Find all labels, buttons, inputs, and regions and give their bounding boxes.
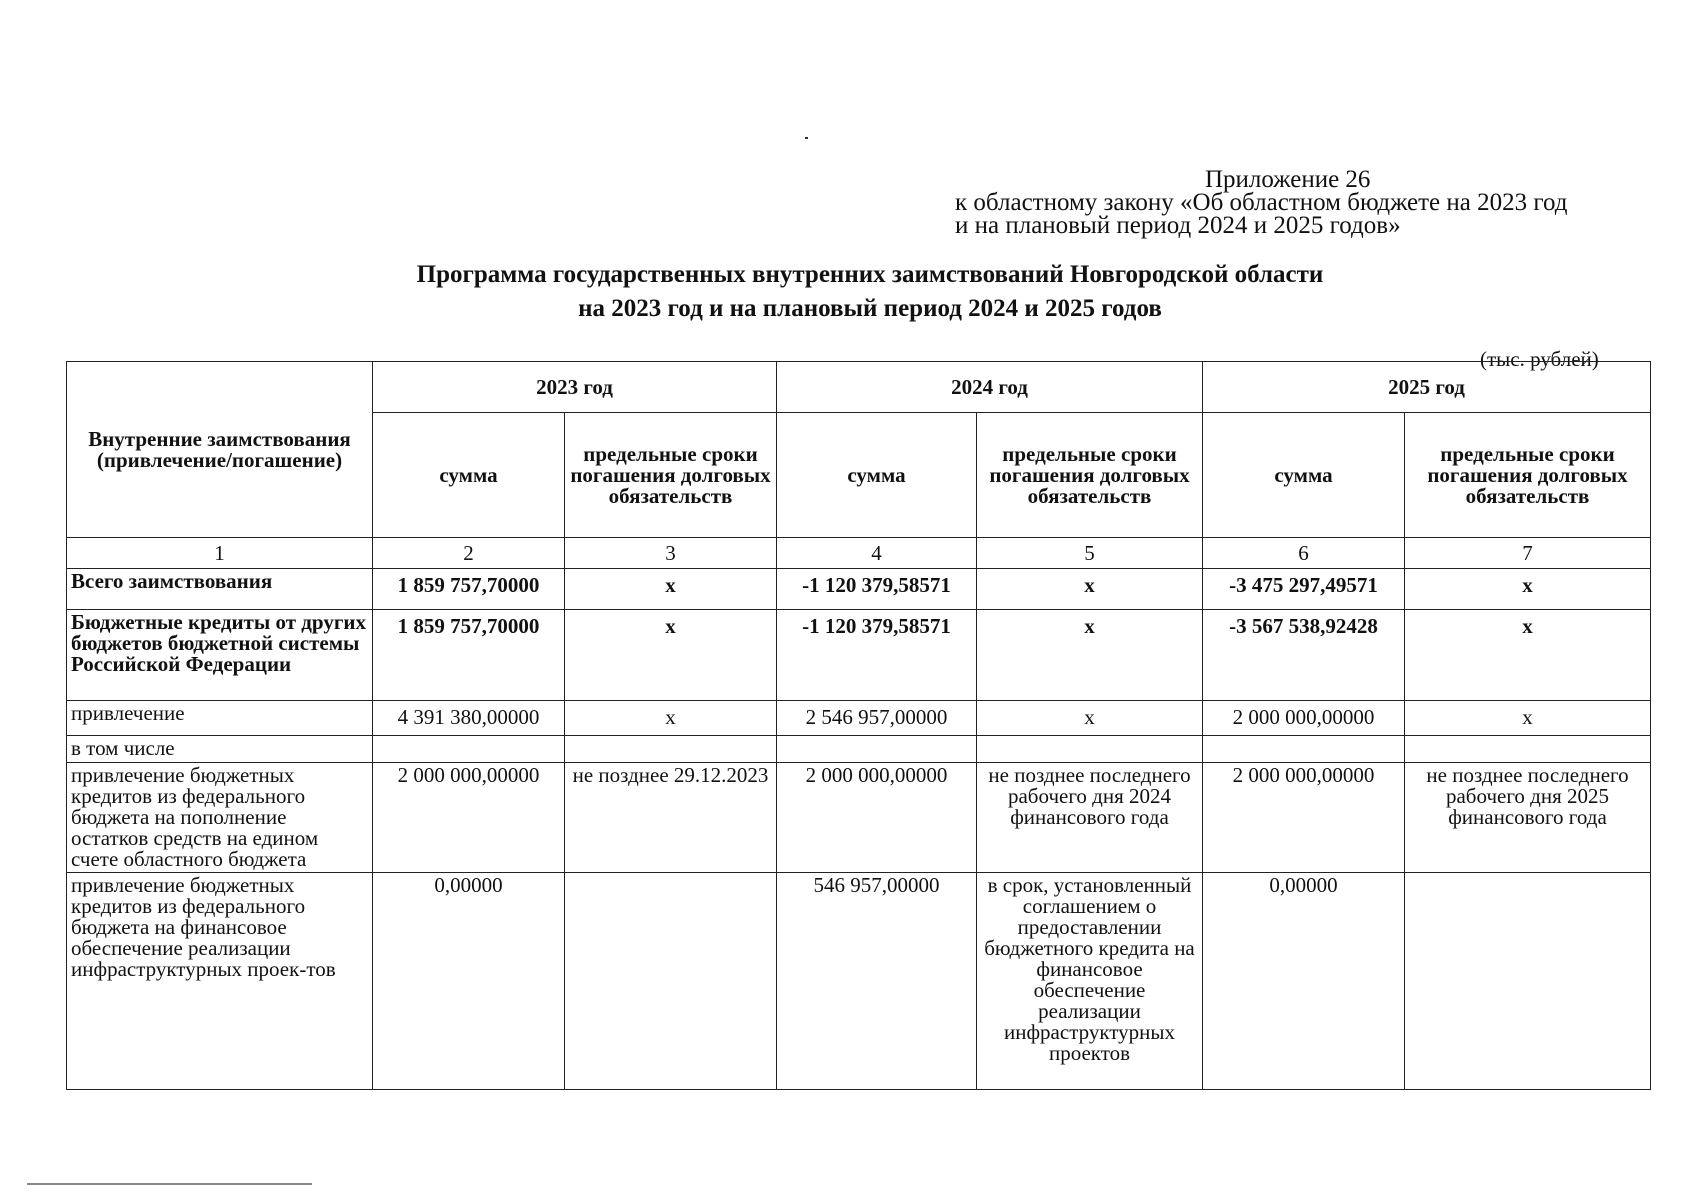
sum-2023: 2 000 000,00000 xyxy=(373,763,565,873)
document-title-line2: на 2023 год и на плановый период 2024 и 2025 годов xyxy=(578,295,1162,322)
term-2024: x xyxy=(977,701,1203,736)
header-term-2023: предельные сроки погашения долговых обязательств xyxy=(565,413,777,538)
appendix-header xyxy=(955,168,1675,237)
appendix-law-period: и на плановый период 2024 и 2025 годов» xyxy=(955,212,1401,239)
term-2025 xyxy=(1405,736,1651,763)
header-borrowings: Внутренние заимствования (привлечение/погашение) xyxy=(67,362,373,538)
table-row-attraction xyxy=(67,701,1651,736)
column-number: 2 xyxy=(373,538,565,569)
table-row-federal-credits-infrastructure xyxy=(67,873,1651,1090)
sum-2023: 4 391 380,00000 xyxy=(373,701,565,736)
row-label: привлечение бюджетных кредитов из федерального бюджета на финансовое обеспечение реализации инфраструктурных проек-тов xyxy=(67,873,373,1090)
sum-2023: 1 859 757,70000 xyxy=(373,610,565,701)
column-number: 4 xyxy=(777,538,977,569)
header-sum-2023: сумма xyxy=(373,413,565,538)
table-row-federal-credits-balance xyxy=(67,763,1651,873)
column-number: 6 xyxy=(1203,538,1405,569)
table-row-budget-credits xyxy=(67,610,1651,701)
row-label: привлечение xyxy=(67,701,373,736)
sum-2024: 2 000 000,00000 xyxy=(777,763,977,873)
sum-2023: 1 859 757,70000 xyxy=(373,569,565,610)
term-2024: x xyxy=(977,569,1203,610)
term-2023: x xyxy=(565,610,777,701)
sum-2025: 2 000 000,00000 xyxy=(1203,701,1405,736)
term-2023 xyxy=(565,736,777,763)
scan-speck xyxy=(805,137,808,139)
column-number: 5 xyxy=(977,538,1203,569)
sum-2025: -3 475 297,49571 xyxy=(1203,569,1405,610)
sum-2025: 0,00000 xyxy=(1203,873,1405,1090)
document-title-line1: Программа государственных внутренних заимствований Новгородской области xyxy=(416,261,1324,288)
term-2025: x xyxy=(1405,569,1651,610)
row-label: Всего заимствования xyxy=(67,569,373,610)
column-number-row xyxy=(67,538,1651,569)
header-sum-2024: сумма xyxy=(777,413,977,538)
term-2023 xyxy=(565,873,777,1090)
term-2025: x xyxy=(1405,701,1651,736)
sum-2024: -1 120 379,58571 xyxy=(777,569,977,610)
sum-2025: -3 567 538,92428 xyxy=(1203,610,1405,701)
term-2023: x xyxy=(565,701,777,736)
appendix-number: Приложение 26 xyxy=(1205,166,1371,193)
sum-2025: 2 000 000,00000 xyxy=(1203,763,1405,873)
table-row-total-borrowings xyxy=(67,569,1651,610)
footer-rule xyxy=(27,1183,312,1185)
term-2024: x xyxy=(977,610,1203,701)
term-2023: x xyxy=(565,569,777,610)
term-2023: не позднее 29.12.2023 xyxy=(565,763,777,873)
document-title xyxy=(280,258,1460,326)
header-row-years xyxy=(67,362,1651,413)
column-number: 7 xyxy=(1405,538,1651,569)
appendix-law-reference: к областному закону «Об областном бюджете на 2023 год xyxy=(955,189,1568,216)
borrowing-program-table xyxy=(66,361,1651,1090)
sum-2023 xyxy=(373,736,565,763)
term-2025: не позднее последнего рабочего дня 2025 финансового года xyxy=(1405,763,1651,873)
term-2024: не позднее последнего рабочего дня 2024 финансового года xyxy=(977,763,1203,873)
header-sum-2025: сумма xyxy=(1203,413,1405,538)
column-number: 3 xyxy=(565,538,777,569)
header-year-2023: 2023 год xyxy=(373,362,777,413)
term-2025: x xyxy=(1405,610,1651,701)
row-label: привлечение бюджетных кредитов из федерального бюджета на пополнение остатков средств на едином счете областного бюджета xyxy=(67,763,373,873)
column-number: 1 xyxy=(67,538,373,569)
sum-2024: 2 546 957,00000 xyxy=(777,701,977,736)
header-year-2024: 2024 год xyxy=(777,362,1203,413)
sum-2024 xyxy=(777,736,977,763)
term-2024 xyxy=(977,736,1203,763)
header-term-2025: предельные сроки погашения долговых обязательств xyxy=(1405,413,1651,538)
sum-2023: 0,00000 xyxy=(373,873,565,1090)
term-2024: в срок, установленный соглашением о предоставлении бюджетного кредита на финансовое обеспечение реализации инфраструктурных проектов xyxy=(977,873,1203,1090)
row-label: Бюджетные кредиты от других бюджетов бюджетной системы Российской Федерации xyxy=(67,610,373,701)
sum-2024: -1 120 379,58571 xyxy=(777,610,977,701)
table-row-including xyxy=(67,736,1651,763)
term-2025 xyxy=(1405,873,1651,1090)
sum-2024: 546 957,00000 xyxy=(777,873,977,1090)
header-year-2025: 2025 год xyxy=(1203,362,1651,413)
row-label: в том числе xyxy=(67,736,373,763)
header-term-2024: предельные сроки погашения долговых обязательств xyxy=(977,413,1203,538)
sum-2025 xyxy=(1203,736,1405,763)
units-label: (тыс. рублей) xyxy=(1480,347,1599,371)
